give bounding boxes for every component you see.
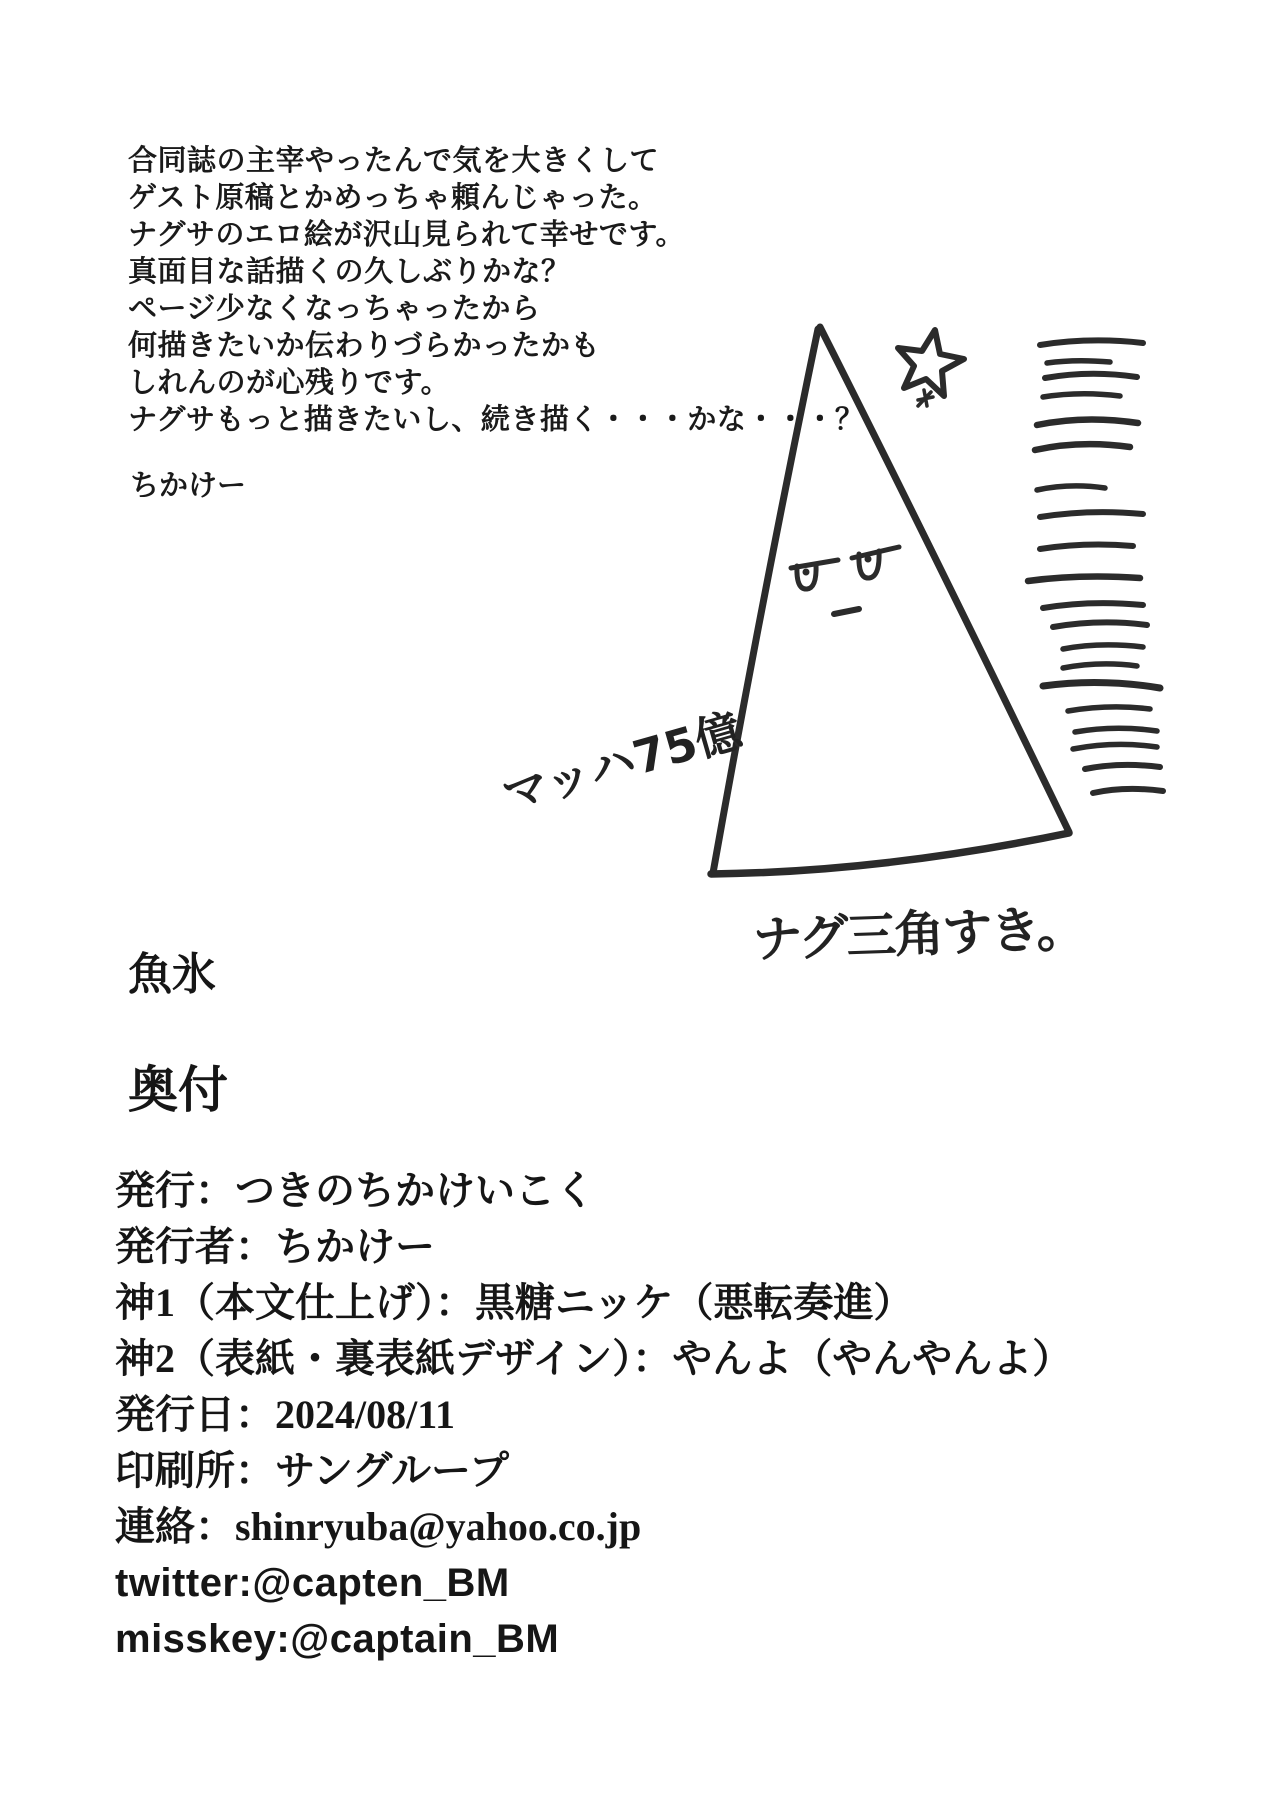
star-icon <box>898 330 964 396</box>
speed-lines <box>1028 340 1163 793</box>
colophon-line-date: 発行日：2024/08/11 <box>115 1392 456 1437</box>
colophon-line-misskey: misskey:@captain_BM <box>115 1617 560 1661</box>
colophon-line-author: 発行者：ちかけー <box>115 1224 435 1269</box>
left-pupil <box>803 569 810 576</box>
afterword-line: 真面目な話描くの久しぶりかな？ <box>128 256 571 288</box>
triangle-caption: ナグ三角すき。 <box>751 899 1086 969</box>
triangle-face <box>791 547 899 614</box>
series-title: 魚氷 <box>128 950 216 999</box>
author-signature: ちかけー <box>130 470 247 502</box>
colophon-line-twitter: twitter:@capten_BM <box>115 1561 510 1605</box>
right-pupil <box>865 556 872 563</box>
mach-caption: マッハ75億 <box>496 702 748 823</box>
mouth <box>834 609 859 614</box>
colophon-line-finishing: 神1（本文仕上げ）：黒糖ニッケ（悪転奏進） <box>115 1280 914 1325</box>
colophon-line-contact: 連絡：shinryuba@yahoo.co.jp <box>115 1504 642 1549</box>
sparkle-icon <box>918 390 933 406</box>
afterword-line: ゲスト原稿とかめっちゃ頼んじゃった。 <box>128 182 658 214</box>
afterword-line: しれんのが心残りです。 <box>128 367 451 399</box>
afterword-line: 合同誌の主宰やったんで気を大きくして <box>128 145 660 177</box>
afterword-line: 何描きたいか伝わりづらかったかも <box>128 330 601 362</box>
afterword-line: ナグサもっと描きたいし、続き描く・・・かな・・・？ <box>128 404 865 436</box>
colophon-line-cover-design: 神2（表紙・裏表紙デザイン）：やんよ（やんやんよ） <box>115 1336 1073 1381</box>
colophon-heading: 奥付 <box>128 1062 228 1118</box>
colophon-block <box>115 1163 1072 1667</box>
afterword-line: ナグサのエロ絵が沢山見られて幸せです。 <box>128 219 686 251</box>
colophon-line-publisher: 発行：つきのちかけいこく <box>115 1168 595 1213</box>
colophon-line-printer: 印刷所：サングループ <box>115 1448 509 1493</box>
triangle-body <box>711 327 1069 874</box>
afterword-line: ページ少なくなっちゃったから <box>128 293 541 325</box>
